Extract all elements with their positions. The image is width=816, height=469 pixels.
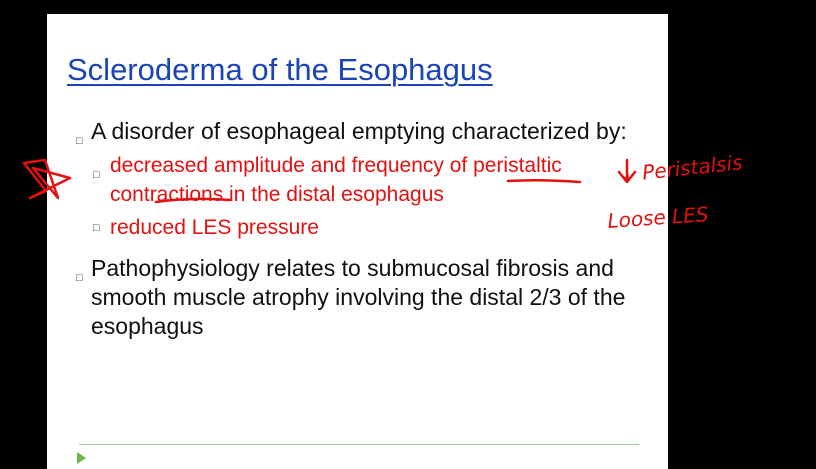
bullet-icon: □ [76, 135, 83, 147]
annotation-peristalsis: ↓ Peristalsis [618, 150, 744, 187]
sub-bullet-icon: □ [93, 222, 100, 234]
sub-bullet-text: decreased amplitude and frequency of peristaltic [110, 154, 562, 177]
underline-mark [156, 199, 230, 202]
sub-bullet-text: contractions in the distal esophagus [110, 183, 444, 206]
bullet-icon: □ [76, 272, 83, 284]
bullet-text: A disorder of esophageal emptying characterized by: [91, 118, 627, 144]
annotation-loose-les: Loose LES [606, 201, 710, 233]
bullet-text: smooth muscle atrophy involving the distal 2/3 of the [91, 284, 626, 310]
bullet-text: esophagus [91, 313, 204, 339]
underline-mark [508, 180, 580, 182]
slide-title: Scleroderma of the Esophagus [67, 52, 493, 87]
star-doodle-icon [24, 160, 70, 198]
sub-bullet-icon: □ [93, 169, 100, 181]
bullet-text: Pathophysiology relates to submucosal fibrosis and [91, 255, 614, 281]
sub-bullet-text: reduced LES pressure [110, 216, 319, 239]
